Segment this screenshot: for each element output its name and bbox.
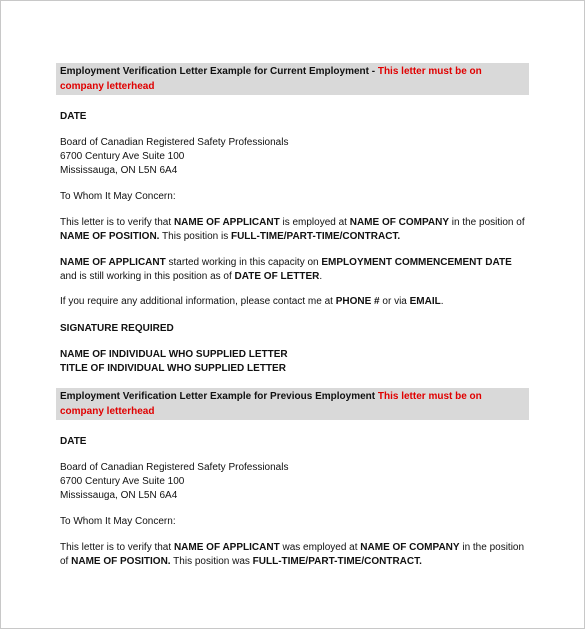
text: started working in this capacity on <box>165 257 322 268</box>
salutation: To Whom It May Concern: <box>60 191 176 202</box>
signer-title: TITLE OF INDIVIDUAL WHO SUPPLIED LETTER <box>60 363 286 374</box>
heading-note: This letter must be on company letterhead <box>60 391 482 417</box>
placeholder-email: EMAIL <box>409 296 441 307</box>
heading-text: Employment Verification Letter Example for Previous Employment <box>60 391 378 402</box>
address-line: Board of Canadian Registered Safety Professionals <box>60 462 289 473</box>
placeholder-type: FULL-TIME/PART-TIME/CONTRACT. <box>252 556 422 567</box>
recipient-address <box>60 461 530 503</box>
placeholder-type: FULL-TIME/PART-TIME/CONTRACT. <box>230 231 401 242</box>
paragraph-contact <box>60 295 530 309</box>
placeholder-applicant: NAME OF APPLICANT <box>173 217 280 228</box>
heading-note: This letter must be on company letterhead <box>60 66 482 92</box>
address-line: Mississauga, ON L5N 6A4 <box>60 165 178 176</box>
text: in the position of <box>449 217 525 228</box>
date-label: DATE <box>60 436 87 447</box>
placeholder-applicant: NAME OF APPLICANT <box>60 257 166 268</box>
date-label: DATE <box>60 111 87 122</box>
text: This letter is to verify that <box>60 217 174 228</box>
address-line: Board of Canadian Registered Safety Professionals <box>60 137 289 148</box>
placeholder-phone: PHONE # <box>335 296 380 307</box>
address-line: 6700 Century Ave Suite 100 <box>60 476 185 487</box>
text: . <box>440 296 444 307</box>
placeholder-company: NAME OF COMPANY <box>360 542 460 553</box>
placeholder-start-date: EMPLOYMENT COMMENCEMENT DATE <box>321 257 512 268</box>
text: . <box>319 271 323 282</box>
recipient-address <box>60 136 530 178</box>
placeholder-position: NAME OF POSITION. <box>71 556 171 567</box>
paragraph-start-date <box>60 256 530 284</box>
address-line: Mississauga, ON L5N 6A4 <box>60 490 178 501</box>
signer-block <box>60 348 530 376</box>
text: is employed at <box>279 217 350 228</box>
paragraph-verify <box>60 541 530 569</box>
text: This letter is to verify that <box>60 542 174 553</box>
text: This position was <box>170 556 253 567</box>
heading-text: Employment Verification Letter Example for Current Employment - <box>60 66 378 77</box>
section-heading-current <box>56 63 529 95</box>
text: This position is <box>159 231 231 242</box>
placeholder-letter-date: DATE OF LETTER <box>234 271 320 282</box>
text: in the position of <box>60 542 525 567</box>
text: If you require any additional information, please contact me at <box>60 296 336 307</box>
signer-name: NAME OF INDIVIDUAL WHO SUPPLIED LETTER <box>60 349 288 360</box>
text: and is still working in this position as of <box>60 271 235 282</box>
signature-label: SIGNATURE REQUIRED <box>60 323 174 334</box>
section-heading-previous <box>56 388 529 420</box>
paragraph-verify <box>60 216 530 244</box>
text: was employed at <box>279 542 361 553</box>
text: or via <box>379 296 410 307</box>
salutation: To Whom It May Concern: <box>60 516 176 527</box>
placeholder-company: NAME OF COMPANY <box>349 217 449 228</box>
address-line: 6700 Century Ave Suite 100 <box>60 151 185 162</box>
placeholder-applicant: NAME OF APPLICANT <box>173 542 280 553</box>
placeholder-position: NAME OF POSITION. <box>60 231 160 242</box>
